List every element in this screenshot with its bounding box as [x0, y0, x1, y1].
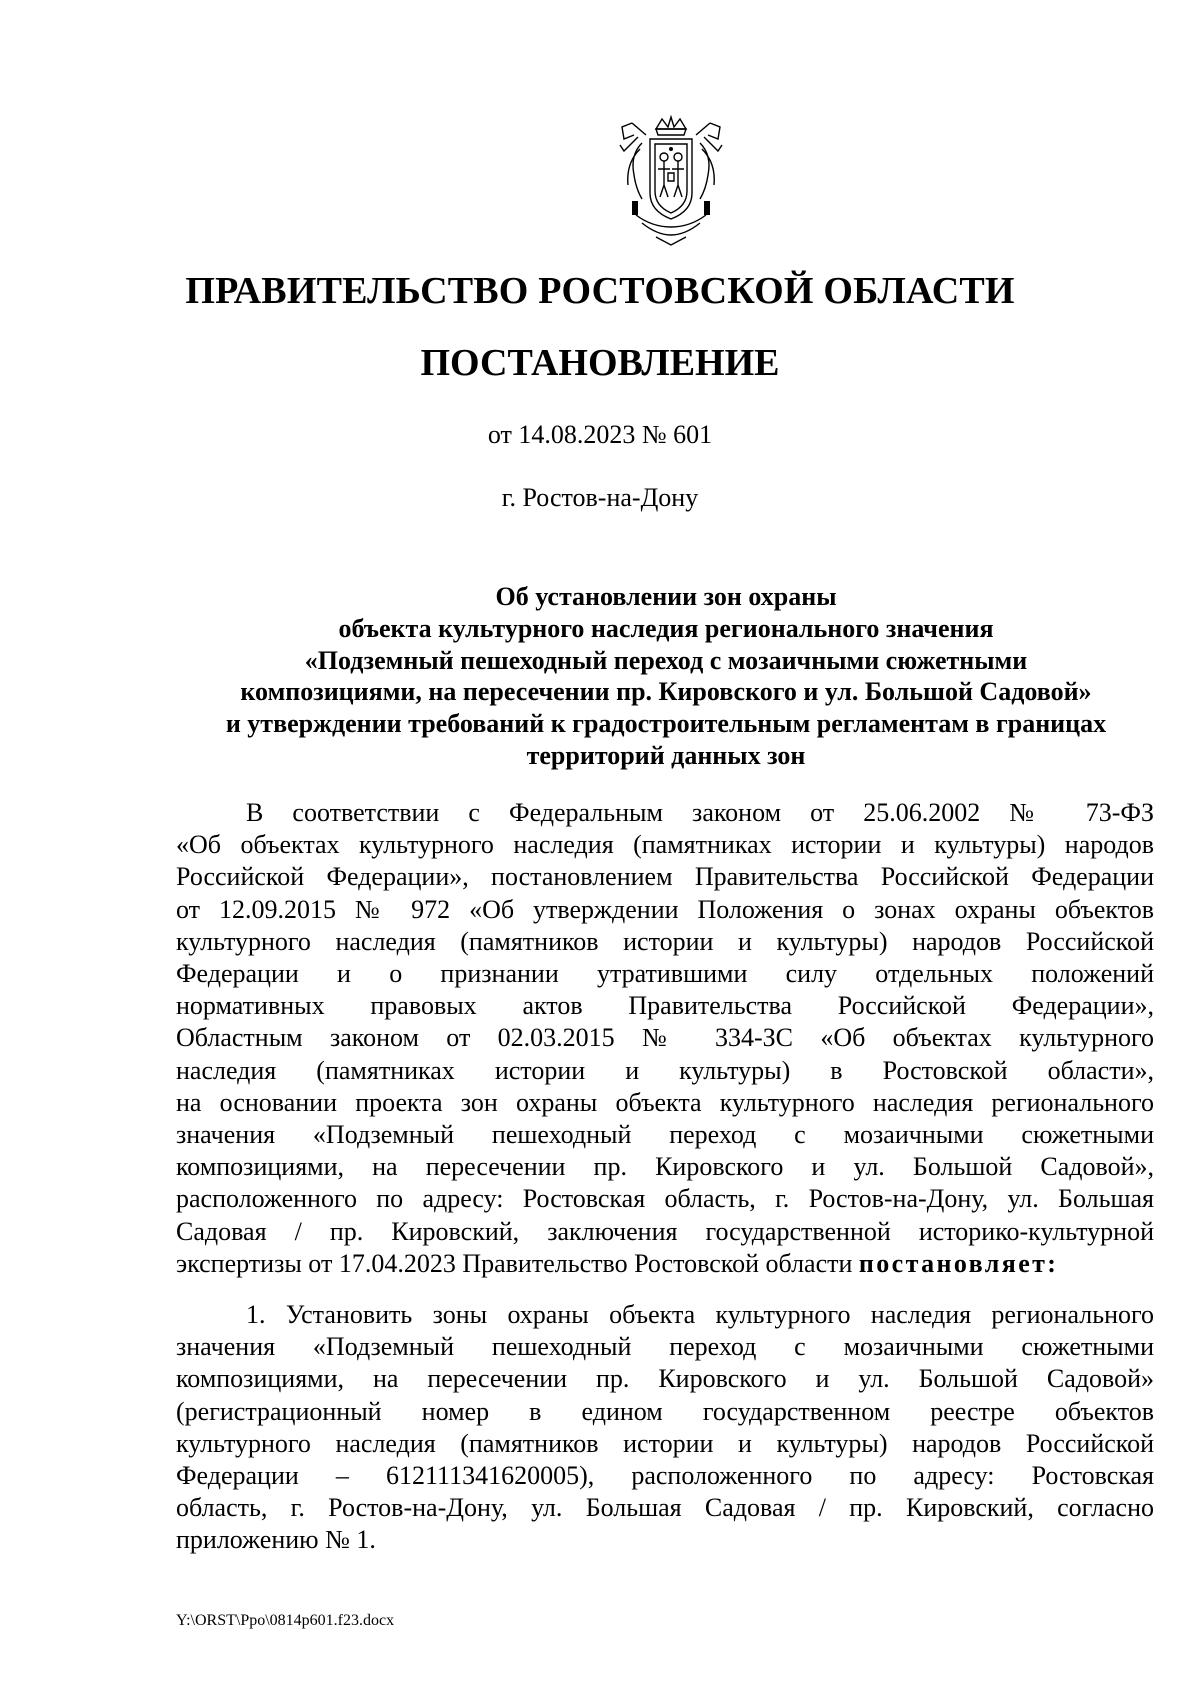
paragraph-line: Федерации и о признании утратившими силу отдельных положений	[176, 959, 1154, 989]
item-1-paragraph	[176, 1299, 1154, 1557]
paragraph-line: Садовая / пр. Кировский, заключения государственной историко-культурной	[176, 1216, 1154, 1246]
paragraph-line: 1. Установить зоны охраны объекта культурного наследия регионального	[246, 1300, 1154, 1329]
preamble-paragraph	[176, 797, 1154, 1280]
title-line: объекта культурного наследия регионального значения	[338, 613, 994, 643]
title-line: Об установлении зон охраны	[495, 582, 837, 611]
organization-name: ПРАВИТЕЛЬСТВО РОСТОВСКОЙ ОБЛАСТИ	[185, 270, 1015, 312]
paragraph-line: Федерации – 612111341620005), расположенного по адресу: Ростовская	[176, 1461, 1154, 1491]
resolves-word: постановляет:	[858, 1248, 1059, 1278]
paragraph-line: Российской Федерации», постановлением Правительства Российской Федерации	[176, 862, 1154, 892]
paragraph-line: культурного наследия (памятников истории и культуры) народов Российской	[176, 1428, 1154, 1458]
paragraph-line: наследия (памятниках истории и культуры) в Ростовской области»,	[176, 1055, 1154, 1085]
document-date-number: от 14.08.2023 № 601	[487, 420, 713, 449]
paragraph-last-line	[176, 1248, 1154, 1280]
paragraph-line: Областным законом от 02.03.2015 № 334-ЗС «Об объектах культурного	[176, 1023, 1154, 1053]
title-line: «Подземный пешеходный переход с мозаичными сюжетными	[304, 645, 1028, 675]
title-line: композициями, на пересечении пр. Кировского и ул. Большой Садовой»	[240, 677, 1092, 707]
coat-of-arms-icon	[612, 115, 730, 247]
document-city: г. Ростов-на-Дону	[501, 483, 699, 512]
paragraph-line: В соответствии с Федеральным законом от 25.06.2002 № 73-ФЗ	[246, 798, 1154, 827]
paragraph-line: приложению № 1.	[176, 1525, 376, 1555]
paragraph-line: от 12.09.2015 № 972 «Об утверждении Положения о зонах охраны объектов	[176, 894, 1154, 924]
document-type: ПОСТАНОВЛЕНИЕ	[420, 342, 780, 384]
paragraph-line: расположенного по адресу: Ростовская область, г. Ростов-на-Дону, ул. Большая	[176, 1184, 1154, 1214]
title-line: территорий данных зон	[526, 740, 806, 770]
document-title	[176, 581, 1156, 772]
paragraph-line-text: экспертизы от 17.04.2023 Правительство Ростовской области	[176, 1248, 859, 1278]
footer-file-path: Y:\ORST\Ppo\0814p601.f23.docx	[176, 1612, 395, 1629]
paragraph-line: на основании проекта зон охраны объекта культурного наследия регионального	[176, 1087, 1154, 1117]
paragraph-line: значения «Подземный пешеходный переход с мозаичными сюжетными	[176, 1332, 1154, 1362]
paragraph-line: композициями, на пересечении пр. Кировского и ул. Большой Садовой»	[176, 1364, 1154, 1394]
paragraph-line: композициями, на пересечении пр. Кировского и ул. Большой Садовой»,	[176, 1152, 1154, 1182]
paragraph-line: значения «Подземный пешеходный переход с мозаичными сюжетными	[176, 1120, 1154, 1150]
paragraph-line: нормативных правовых актов Правительства Российской Федерации»,	[176, 991, 1154, 1021]
title-line: и утверждении требований к градостроительным регламентам в границах	[225, 709, 1107, 739]
paragraph-line: «Об объектах культурного наследия (памятниках истории и культуры) народов	[176, 830, 1154, 860]
paragraph-line: (регистрационный номер в едином государственном реестре объектов	[176, 1396, 1154, 1426]
paragraph-line: культурного наследия (памятников истории и культуры) народов Российской	[176, 926, 1154, 956]
paragraph-line: область, г. Ростов-на-Дону, ул. Большая Садовая / пр. Кировский, согласно	[176, 1493, 1154, 1523]
